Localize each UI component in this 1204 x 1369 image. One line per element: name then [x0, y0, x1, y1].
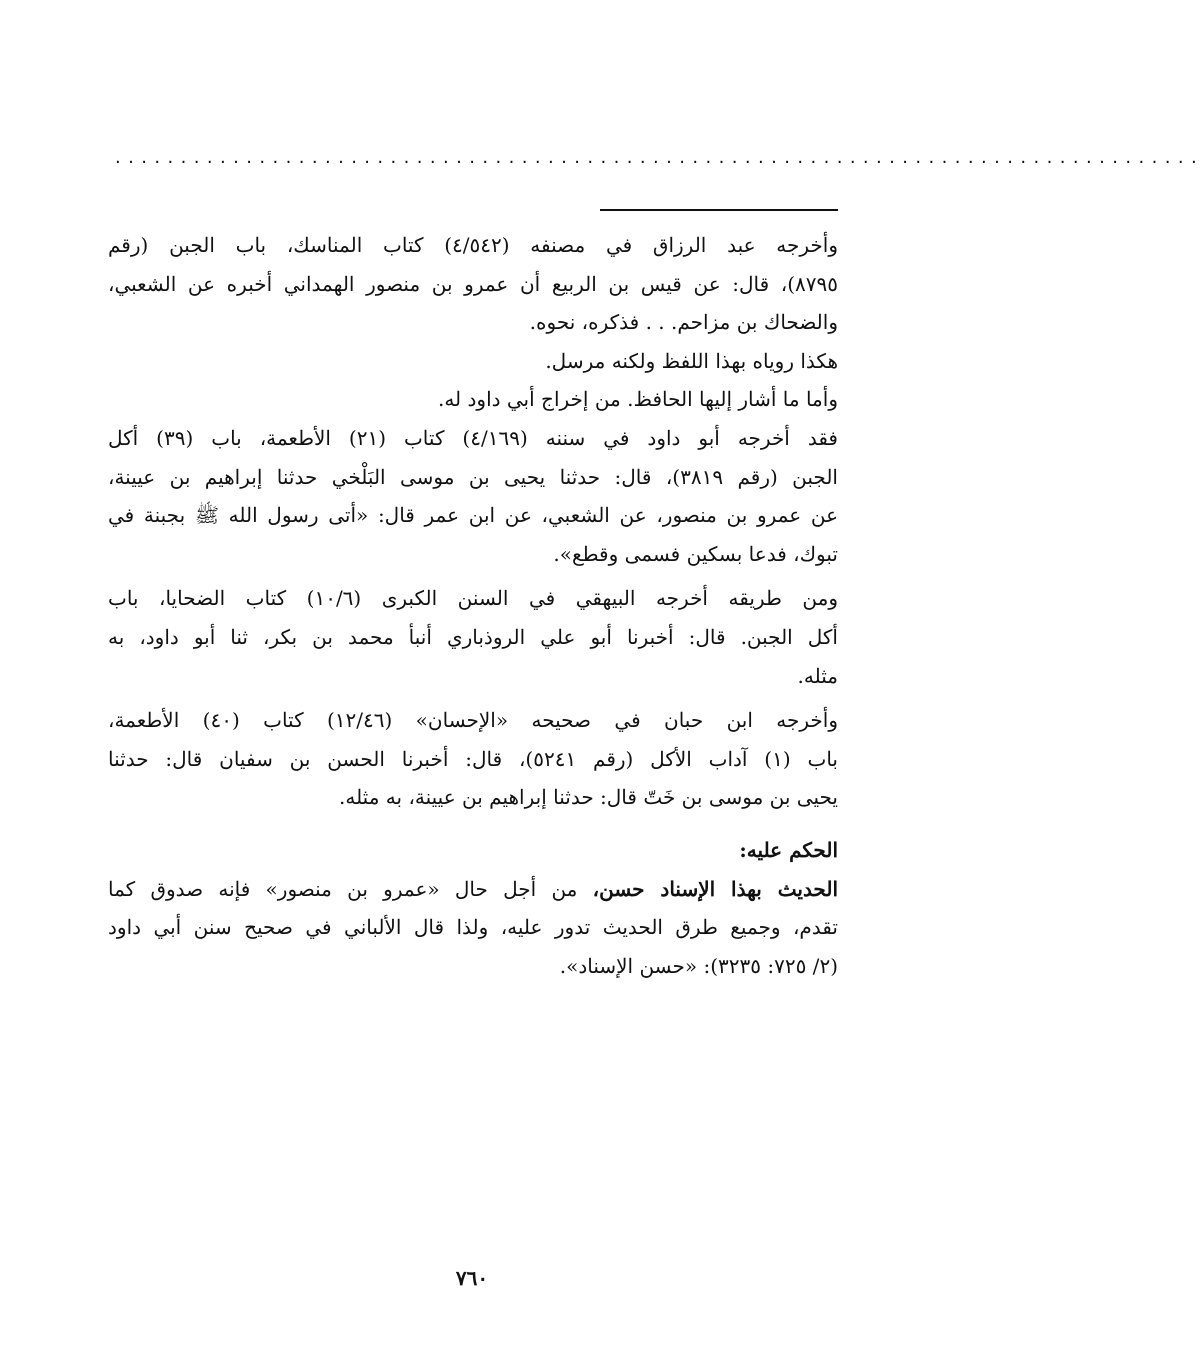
ruling-line-rest: من أجل حال «عمرو بن منصور» فإنه صدوق كما [108, 876, 593, 901]
text-line: والضحاك بن مزاحم. . . فذكره، نحوه. [529, 310, 838, 335]
paragraph-ruling [108, 870, 838, 986]
body-text [108, 226, 838, 985]
paragraph-bayhaqi [108, 579, 838, 695]
text-line: أكل الجبن. قال: أخبرنا أبو علي الروذباري أنبأ محمد بن بكر، ثنا أبو داود، به [108, 624, 838, 649]
page-number: ٧٦٠ [455, 1266, 489, 1290]
paragraph-hafiz: وأما ما أشار إليها الحافظ. من إخراج أبي داود له. [437, 387, 838, 412]
text-line: وأخرجه ابن حبان في صحيحه «الإحسان» (١٢/٤٦) كتاب (٤٠) الأطعمة، [108, 708, 838, 733]
paragraph-abu-dawud [108, 419, 838, 573]
text-line: وأخرجه عبد الرزاق في مصنفه (٤/٥٤٢) كتاب المناسك، باب الجبن (رقم [108, 233, 838, 257]
ruling-heading: الحكم عليه: [739, 837, 838, 862]
text-line: مثله. [797, 663, 838, 688]
text-line: (٢/ ٧٢٥: ٣٢٣٥): «حسن الإسناد». [559, 953, 838, 978]
text-line: ٨٧٩٥)، قال: عن قيس بن الربيع أن عمرو بن منصور الهمداني أخبره عن الشعبي، [108, 271, 838, 296]
text-line: باب (١) آداب الأكل (رقم ٥٢٤١)، قال: أخبرنا الحسن بن سفيان قال: حدثنا [108, 746, 838, 771]
text-line: الجبن (رقم ٣٨١٩)، قال: حدثنا يحيى بن موسى البَلْخي حدثنا إبراهيم بن عيينة، [108, 464, 838, 489]
text-line: تقدم، وجميع طرق الحديث تدور عليه، ولذا قال الألباني في صحيح سنن أبي داود [108, 915, 838, 940]
text-line [108, 870, 838, 909]
ruling-lead: الحديث بهذا الإسناد حسن، [592, 876, 838, 901]
text-line: فقد أخرجه أبو داود في سننه (٤/١٦٩) كتاب (٢١) الأطعمة، باب (٣٩) أكل [108, 425, 838, 450]
separator-dots: ................................................................................... [115, 147, 1204, 168]
text-line: تبوك، فدعا بسكين فسمى وقطع». [553, 541, 838, 566]
footnote-rule [600, 209, 838, 211]
paragraph-abdurrazzaq [108, 226, 838, 342]
text-line: يحيى بن موسى بن خَتّ قال: حدثنا إبراهيم بن عيينة، به مثله. [338, 785, 838, 810]
paragraph-ibn-hibban [108, 701, 838, 817]
paragraph-mursal: هكذا روياه بهذا اللفظ ولكنه مرسل. [545, 348, 838, 373]
text-line: ومن طريقه أخرجه البيهقي في السنن الكبرى (١٠/٦) كتاب الضحايا، باب [108, 586, 838, 611]
text-line: عن عمرو بن منصور، عن الشعبي، عن ابن عمر قال: «أتى رسول الله ﷺ بجبنة في [108, 503, 838, 528]
